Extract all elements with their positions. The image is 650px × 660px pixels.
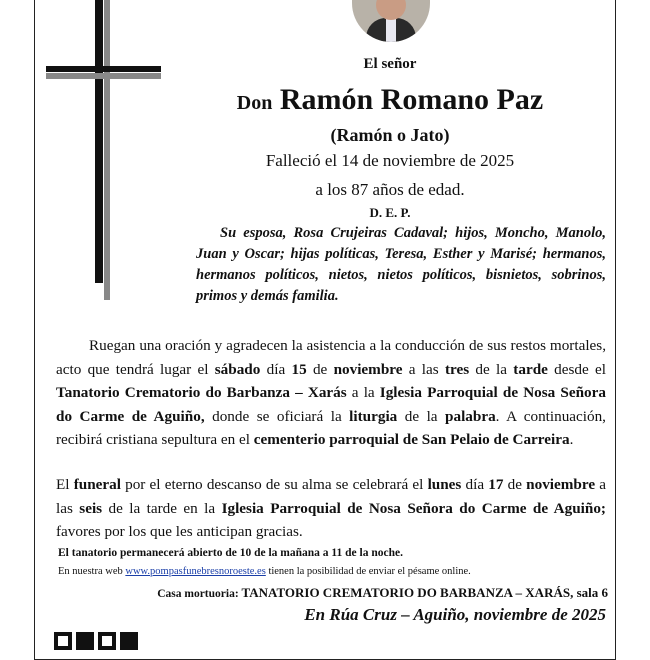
cross-icon <box>95 0 103 283</box>
text-segment: a las <box>56 476 607 517</box>
text-segment: donde se oficiará la <box>204 407 350 425</box>
text-segment: Ruegan una oración y agradecen la asistencia a la conducción de sus restos mortales, acto que tendrá lugar el <box>56 337 606 378</box>
opening-hours-note: El tanatorio permanecerá abierto de 10 de la mañana a 11 de la noche. <box>58 547 403 559</box>
text-segment: a las <box>402 360 445 378</box>
text-segment: por el eterno descanso de su alma se celebrará el <box>120 476 428 493</box>
text-segment: día <box>260 360 292 378</box>
bold-segment: Tanatorio Crematorio do Barbanza – Xarás <box>56 384 347 401</box>
bold-segment: sábado <box>214 360 261 378</box>
ceremony-paragraph <box>56 334 606 452</box>
web-note: En nuestra web www.pompasfunebresnoroeste.es tienen la posibilidad de enviar el pésame online. <box>58 566 471 577</box>
bold-segment: Iglesia Parroquial de Nosa Señora do Carme de Aguiño; <box>221 499 606 517</box>
text-segment: . <box>569 431 574 448</box>
intro-text: El señor <box>363 56 417 72</box>
cross-shadow <box>104 0 110 300</box>
bold-segment: tarde <box>513 360 548 378</box>
bold-segment: 15 <box>291 360 307 378</box>
funeral-home: Casa mortuoria: TANATORIO CREMATORIO DO BARBANZA – XARÁS, sala 6 <box>157 585 608 600</box>
name-text: Ramón Romano Paz <box>279 83 544 116</box>
text-segment: El <box>56 476 74 493</box>
deceased-name <box>180 83 600 117</box>
bold-segment: seis <box>79 499 103 517</box>
bold-segment: tres <box>444 360 470 378</box>
nickname: (Ramón o Jato) <box>330 125 450 145</box>
bold-segment: noviembre <box>333 360 403 378</box>
funeral-paragraph <box>56 473 606 544</box>
text-segment: de <box>306 360 334 378</box>
text-segment: . A continuación, recibirá cristiana sepultura en el <box>56 407 606 448</box>
bold-segment: palabra <box>445 407 496 425</box>
death-date: Falleció el 14 de noviembre de 2025 <box>265 151 515 170</box>
text-segment: favores por los que les anticipan gracias. <box>56 523 303 540</box>
text-segment: de la <box>397 407 446 425</box>
qr-code-icon <box>54 632 146 650</box>
rip: D. E. P. <box>369 205 411 220</box>
family-list <box>196 223 606 307</box>
bold-segment: noviembre <box>526 476 596 493</box>
text-segment: día <box>461 476 489 493</box>
bold-segment: 17 <box>488 476 504 493</box>
age: a los 87 años de edad. <box>315 180 465 199</box>
text-segment: de <box>503 476 527 493</box>
family-text: Su esposa, Rosa Crujeiras Cadaval; hijos, Moncho, Manolo, Juan y Oscar; hijas políticas, Teresa, Esther y Marisé; hermanos, hermanos políticos, nietos, nietos políticos, bisnietos, sobrinos, primos y demás familia. <box>196 225 606 304</box>
website-link[interactable]: www.pompasfunebresnoroeste.es <box>125 566 266 577</box>
bold-segment: Iglesia Parroquial de Nosa Señora do Carme de Aguiño, <box>56 384 606 425</box>
bold-segment: funeral <box>73 476 121 493</box>
text-segment: de la <box>469 360 514 378</box>
signature-line: En Rúa Cruz – Aguiño, noviembre de 2025 <box>304 605 606 624</box>
bold-segment: lunes <box>427 476 462 493</box>
bold-segment: liturgia <box>349 407 398 425</box>
text-segment: a la <box>346 384 380 401</box>
bold-segment: cementerio parroquial de San Pelaio de Carreira <box>253 431 570 448</box>
cross-bar <box>46 66 161 72</box>
text-segment: de la tarde en la <box>102 499 222 517</box>
name-prefix: Don <box>236 92 273 114</box>
text-segment: desde el <box>547 360 606 378</box>
cross-bar-shadow <box>46 73 161 79</box>
